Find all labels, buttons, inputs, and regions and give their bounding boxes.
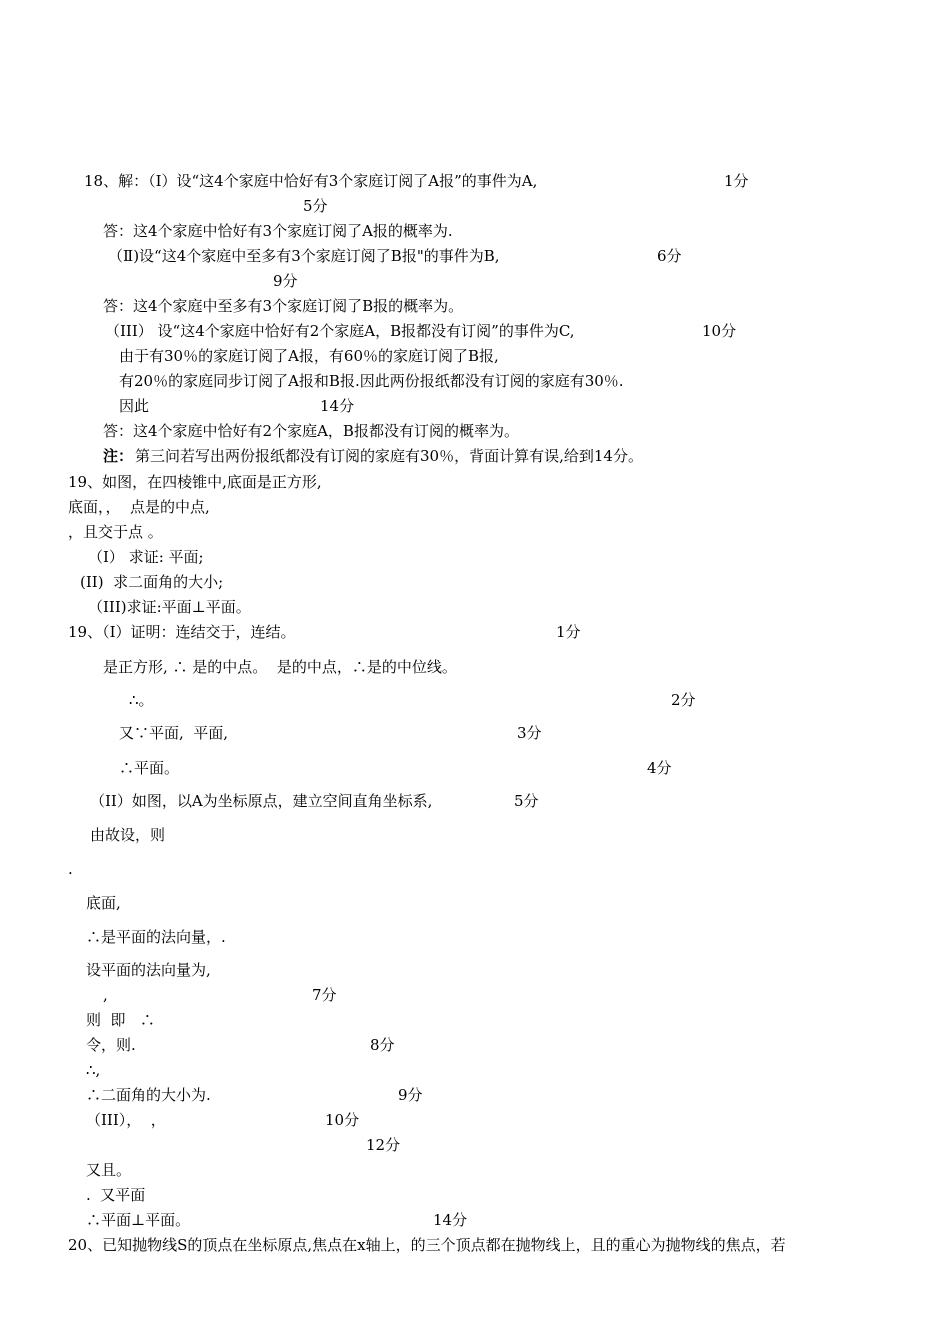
body-text: ∴是平面的法向量，. <box>86 928 226 946</box>
q18-solution-part1: 18、解：（Ⅰ）设“这4个家庭中恰好有3个家庭订阅了A报”的事件为A, <box>84 172 538 190</box>
q18-solution-part2: （Ⅱ)设“这4个家庭中至多有3个家庭订阅了B报"的事件为B, <box>108 247 500 265</box>
score-label: 12分 <box>366 1136 401 1154</box>
body-text: 由故设，则 <box>90 826 166 844</box>
note-text: 第三问若写出两份报纸都没有订阅的家庭有30％，背面计算有误,给到14分。 <box>135 447 643 465</box>
body-text: 有20％的家庭同步订阅了A报和B报.因此两份报纸都没有订阅的家庭有30％. <box>119 372 624 390</box>
body-text: 则 即 ∴ <box>86 1011 155 1029</box>
body-text: ∴平面。 <box>119 759 180 777</box>
body-text: ∴二面角的大小为. <box>86 1086 211 1104</box>
answer-line: 答：这4个家庭中至多有3个家庭订阅了B报的概率为。 <box>103 297 464 315</box>
q19-solution-part3: （III）， ， <box>86 1111 166 1129</box>
body-text: 是正方形, ∴ 是的中点。 是的中点，∴是的中位线。 <box>103 658 457 676</box>
q19-solution-part1: 19、（Ⅰ）证明：连结交于，连结。 <box>68 623 296 641</box>
q19-subquestion: （III)求证:平面⊥平面。 <box>88 598 251 616</box>
body-text: , <box>103 986 108 1004</box>
q19-stem: 19、如图，在四棱锥中,底面是正方形, <box>68 473 322 491</box>
score-label: 9分 <box>398 1086 423 1104</box>
score-label: 2分 <box>671 691 696 709</box>
body-text: ∴平面⊥平面。 <box>86 1211 191 1229</box>
q19-stem: ，且交于点 。 <box>68 523 163 541</box>
score-label: 1分 <box>556 623 581 641</box>
q19-stem: 底面，， 点是的中点, <box>68 498 210 516</box>
q19-subquestion: （I） 求证: 平面; <box>88 548 204 566</box>
q19-subquestion: (II) 求二面角的大小; <box>80 573 224 591</box>
q18-solution-part3: （III） 设“这4个家庭中恰好有2个家庭A，B报都没有订阅”的事件为C, <box>105 322 575 340</box>
body-text: 令，则. <box>86 1036 136 1054</box>
score-label: 5分 <box>303 197 328 215</box>
note-label: 注： <box>103 447 134 465</box>
body-text: 底面, <box>86 894 121 912</box>
body-text: 因此 <box>119 397 150 415</box>
score-label: 9分 <box>273 272 298 290</box>
score-label: 8分 <box>370 1036 395 1054</box>
score-label: 14分 <box>433 1211 468 1229</box>
score-label: 10分 <box>702 322 737 340</box>
q20-stem: 20、已知抛物线S的顶点在坐标原点,焦点在x轴上，的三个顶点都在抛物线上，且的重心为抛物线的焦点，若 <box>68 1236 786 1254</box>
score-label: 1分 <box>724 172 749 190</box>
body-text: 又且。 <box>86 1161 132 1179</box>
score-label: 4分 <box>647 759 672 777</box>
body-text: . 又平面 <box>86 1186 146 1204</box>
answer-line: 答：这4个家庭中恰好有3个家庭订阅了A报的概率为. <box>103 222 453 240</box>
score-label: 14分 <box>320 397 355 415</box>
score-label: 7分 <box>312 986 337 1004</box>
answer-line: 答：这4个家庭中恰好有2个家庭A，B报都没有订阅的概率为。 <box>103 422 519 440</box>
body-text: ∴。 <box>129 691 154 709</box>
score-label: 5分 <box>514 792 539 810</box>
body-text: ∴, <box>86 1061 101 1079</box>
score-label: 6分 <box>657 247 682 265</box>
q19-solution-part2: （II）如图，以A为坐标原点，建立空间直角坐标系, <box>90 792 433 810</box>
body-text: 由于有30％的家庭订阅了A报，有60％的家庭订阅了B报, <box>119 347 499 365</box>
score-label: 10分 <box>325 1111 360 1129</box>
body-text: . <box>68 860 73 878</box>
body-text: 设平面的法向量为, <box>86 961 211 979</box>
score-label: 3分 <box>517 724 542 742</box>
body-text: 又∵平面, 平面, <box>119 724 229 742</box>
